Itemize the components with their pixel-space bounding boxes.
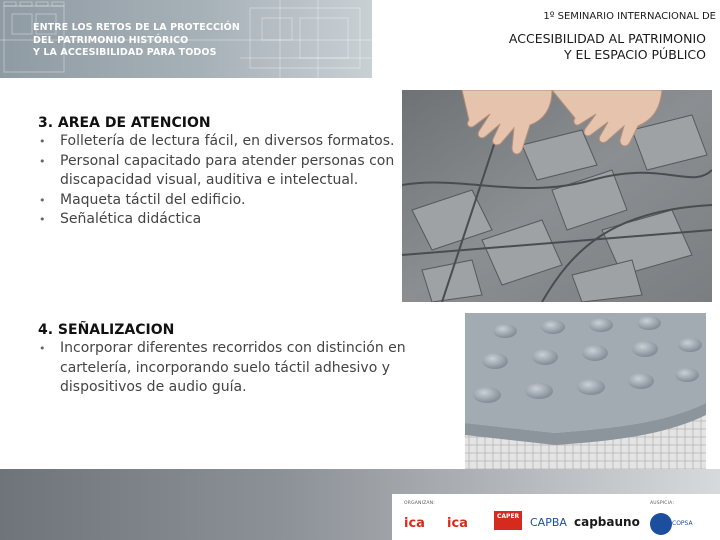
section-heading: 3. AREA DE ATENCION [38, 115, 211, 131]
ica-logo: ica [404, 516, 425, 531]
tactile-tile-photo [465, 313, 706, 475]
slide-title-line: ACCESIBILIDAD AL PATRIMONIO [508, 31, 706, 46]
list-item [38, 339, 438, 398]
bullet-icon: • [39, 342, 46, 355]
auspicia-label: AUSPICIA: [650, 501, 675, 506]
capbauno-logo: capbauno [574, 515, 640, 529]
header-banner [0, 0, 372, 78]
list-item-text: Personal capacitado para atender personas con discapacidad visual, auditiva e intelectual. [60, 152, 395, 188]
list-item [38, 210, 398, 230]
caper-logo: CAPER [494, 511, 522, 530]
organizan-label: ORGANIZAN: [404, 501, 435, 506]
list-item [38, 152, 398, 191]
copsa-emblem-icon [650, 513, 672, 535]
bullet-list [38, 132, 398, 230]
copsa-logo: COPSA [672, 520, 693, 527]
section-senalizacion [38, 321, 438, 398]
banner-line: Y LA ACCESIBILIDAD PARA TODOS [33, 47, 217, 58]
capba-logo: CAPBA [530, 516, 567, 529]
slide-title [509, 31, 706, 63]
section-area-atencion [38, 114, 398, 230]
bullet-list [38, 339, 438, 398]
section-heading: 4. SEÑALIZACION [38, 322, 175, 338]
list-item [38, 132, 398, 152]
list-item [38, 191, 398, 211]
banner-line: ENTRE LOS RETOS DE LA PROTECCIÓN [33, 22, 240, 33]
list-item-text: Incorporar diferentes recorridos con distinción en cartelería, incorporando suelo táctil adhesivo y dispositivos de audio guía. [60, 340, 406, 395]
tactile-tile-image [465, 313, 706, 475]
list-item-text: Maqueta táctil del edificio. [60, 191, 246, 208]
list-item-text: Señalética didáctica [60, 211, 202, 227]
banner-title [33, 22, 283, 60]
ica-logo: ica [447, 516, 468, 531]
slide-title-line: Y EL ESPACIO PÚBLICO [563, 47, 706, 62]
list-item-text: Folletería de lectura fácil, en diversos formatos. [60, 133, 395, 149]
banner-line: DEL PATRIMONIO HISTÓRICO [33, 34, 189, 46]
bullet-icon: • [39, 135, 46, 148]
tactile-map-photo [402, 90, 712, 302]
tactile-map-image [402, 90, 712, 302]
seminar-label: 1º SEMINARIO INTERNACIONAL DE [543, 11, 716, 22]
bullet-icon: • [39, 193, 46, 207]
bullet-icon: • [39, 154, 46, 168]
bullet-icon: • [39, 213, 46, 226]
